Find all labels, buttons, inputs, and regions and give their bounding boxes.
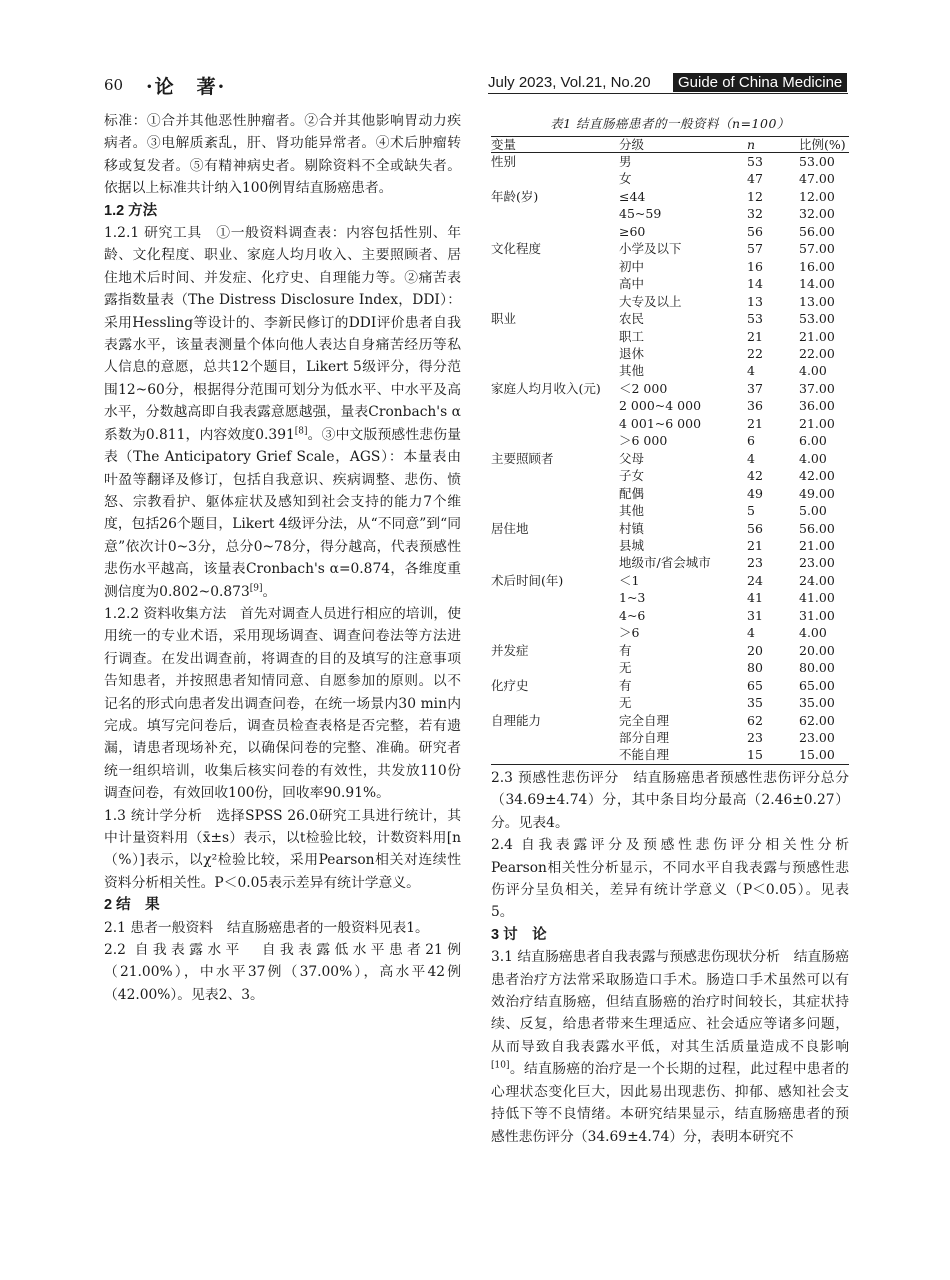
cell-grade: ＞6 000 xyxy=(619,433,668,449)
cell-grade: 县城 xyxy=(619,537,645,553)
table-row xyxy=(491,205,849,222)
tools-text-3: 。 xyxy=(262,583,277,600)
cell-n: 14 xyxy=(747,276,763,292)
cell-grade: ≤44 xyxy=(619,188,646,204)
cell-percent: 36.00 xyxy=(799,398,835,414)
cell-percent: 53.00 xyxy=(799,154,835,169)
tools-text-2: 。③中文版预感性悲伤量表（The Anticipatory Grief Scale，AGS）：本量表由叶盈等翻译及修订，包括自我意识、疾病调整、悲伤、愤怒、宗教看护、躯体症状及感知到社会支持的能力7个维度，包括26个题目，Likert 4级评分法，从“不同意”到“同意”依次计0~3分，总分0~78分，得分越高，代表预感性悲伤水平越高，该量表Cronbach's α=0.874，各维度重测信度为0.802~0.873 xyxy=(104,426,462,600)
cell-n: 56 xyxy=(747,223,763,239)
cell-variable: 性别 xyxy=(491,154,517,169)
table-row xyxy=(491,502,849,519)
table-row xyxy=(491,450,849,467)
table-title: 表1 结直肠癌患者的一般资料（n=100） xyxy=(550,116,790,131)
cell-grade: 男 xyxy=(619,154,632,169)
cell-n: 6 xyxy=(747,433,755,449)
cell-n: 57 xyxy=(747,241,763,257)
table-row xyxy=(491,624,849,641)
cell-variable xyxy=(491,607,619,624)
cell-variable: 家庭人均月收入(元) xyxy=(491,380,601,396)
cell-percent: 21.00 xyxy=(799,328,835,344)
table-row xyxy=(491,607,849,624)
cell-percent: 14.00 xyxy=(799,276,835,292)
paragraph-discussion xyxy=(491,946,849,1148)
cell-n: 42 xyxy=(747,468,763,484)
cell-grade: 不能自理 xyxy=(619,747,670,763)
table-row xyxy=(491,729,849,746)
cell-percent: 56.00 xyxy=(799,520,835,536)
cell-n: 80 xyxy=(747,660,763,676)
paragraph-tools xyxy=(104,222,461,603)
cell-variable: 并发症 xyxy=(491,642,529,658)
table-row xyxy=(491,328,849,345)
general-data-table xyxy=(491,136,849,765)
tools-text-1: 1.2.1 研究工具 ①一般资料调查表：内容包括性别、年龄、文化程度、职业、家庭人均月收入、主要照顾者、居住地术后时间、并发症、化疗史、自理能力等。②痛苦表露指数量表（The Distress Disclosure Index，DDI）：采用Hessling等设计的、李新民修订的DDI评价患者自我表露水平，该量表测量个体向他人表达自身痛苦经历等私人信息的意愿，总共12个题目，Likert 5级评分，得分范围12~60分，根据得分范围可划分为低水平、中水平及高水平，分数越高即自我表露意愿越强，量表Cronbach's α系数为0.811，内容效度0.391 xyxy=(104,225,461,443)
cell-grade: 1~3 xyxy=(619,590,646,606)
cell-variable xyxy=(491,537,619,554)
section-tag: ·论 著· xyxy=(146,76,227,98)
cell-grade: 完全自理 xyxy=(619,712,670,728)
table-row xyxy=(491,240,849,257)
table-row xyxy=(491,293,849,310)
cell-percent: 31.00 xyxy=(799,607,835,623)
cell-grade: 无 xyxy=(619,660,632,676)
cell-grade: 小学及以下 xyxy=(619,241,682,257)
table-header-row xyxy=(491,137,849,153)
cell-percent: 23.00 xyxy=(799,729,835,745)
cell-percent: 6.00 xyxy=(799,433,827,449)
cell-percent: 49.00 xyxy=(799,485,835,501)
table-row xyxy=(491,223,849,240)
table-row xyxy=(491,397,849,414)
cell-percent: 53.00 xyxy=(799,311,835,327)
heading-discussion: 3 讨 论 xyxy=(491,926,547,943)
citation-9: [9] xyxy=(249,582,263,593)
cell-variable xyxy=(491,467,619,484)
cell-variable xyxy=(491,729,619,746)
cell-percent: 21.00 xyxy=(799,537,835,553)
heading-methods: 1.2 方法 xyxy=(104,202,158,219)
header-rule xyxy=(488,93,848,94)
page-number: 60 xyxy=(104,76,124,94)
cell-grade: 部分自理 xyxy=(619,729,670,745)
cell-n: 4 xyxy=(747,363,755,379)
cell-grade: 职工 xyxy=(619,328,645,344)
table-row xyxy=(491,153,849,171)
cell-percent: 21.00 xyxy=(799,415,835,431)
cell-percent: 4.00 xyxy=(799,363,827,379)
cell-variable xyxy=(491,362,619,379)
cell-variable xyxy=(491,170,619,187)
cell-percent: 57.00 xyxy=(799,241,835,257)
paragraph-correlation: 2.4 自我表露评分及预感性悲伤评分相关性分析 Pearson相关性分析显示，不同水平自我表露与预感性悲伤评分呈负相关，差异有统计学意义（P＜0.05）。见表5。 xyxy=(491,837,863,921)
cell-grade: ＜2 000 xyxy=(619,380,668,396)
page-header xyxy=(0,0,950,100)
cell-variable xyxy=(491,554,619,571)
paragraph-general-data: 2.1 患者一般资料 结直肠癌患者的一般资料见表1。 xyxy=(104,919,429,936)
cell-percent: 47.00 xyxy=(799,171,835,187)
cell-grade: 其他 xyxy=(619,503,645,519)
cell-grade: ＞6 xyxy=(619,625,640,641)
cell-variable xyxy=(491,746,619,764)
table-row xyxy=(491,485,849,502)
cell-n: 53 xyxy=(747,154,763,169)
cell-variable xyxy=(491,258,619,275)
cell-grade: 地级市/省会城市 xyxy=(619,555,711,571)
cell-n: 4 xyxy=(747,450,755,466)
cell-variable: 自理能力 xyxy=(491,712,542,728)
cell-variable xyxy=(491,205,619,222)
cell-n: 24 xyxy=(747,572,763,588)
table-row xyxy=(491,467,849,484)
cell-variable xyxy=(491,432,619,449)
cell-grade: 退休 xyxy=(619,345,645,361)
cell-n: 35 xyxy=(747,695,763,711)
table-row xyxy=(491,275,849,292)
cell-n: 62 xyxy=(747,712,763,728)
cell-grade: 无 xyxy=(619,695,632,711)
cell-grade: ＜1 xyxy=(619,572,640,588)
paragraph-grief-score: 2.3 预感性悲伤评分 结直肠癌患者预感性悲伤评分总分（34.69±4.74）分，其中条目均分最高（2.46±0.27）分。见表4。 xyxy=(491,770,849,831)
discussion-text-1: 3.1 结直肠癌患者自我表露与预感悲伤现状分析 结直肠癌患者治疗方法常采取肠造口手术。肠造口手术虽然可以有效治疗结直肠癌，但结直肠癌的治疗时间较长，其症状持续、反复，给患者带来生理适应、社会适应等诸多问题，从而导致自我表露水平低，对其生活质量造成不良影响 xyxy=(491,949,849,1055)
cell-variable: 居住地 xyxy=(491,520,529,536)
table-row xyxy=(491,432,849,449)
cell-grade: 有 xyxy=(619,642,632,658)
journal-name: Guide of China Medicine xyxy=(673,73,847,92)
cell-n: 41 xyxy=(747,590,763,606)
cell-n: 21 xyxy=(747,415,763,431)
table-row xyxy=(491,712,849,729)
table-row xyxy=(491,520,849,537)
cell-grade: 农民 xyxy=(619,311,645,327)
cell-variable xyxy=(491,275,619,292)
cell-variable xyxy=(491,589,619,606)
cell-n: 36 xyxy=(747,398,763,414)
cell-variable xyxy=(491,397,619,414)
cell-n: 23 xyxy=(747,729,763,745)
cell-variable xyxy=(491,694,619,711)
cell-grade: 高中 xyxy=(619,276,645,292)
right-column xyxy=(491,767,863,1148)
table-row xyxy=(491,694,849,711)
cell-grade: 初中 xyxy=(619,258,645,274)
col-header-variable: 变量 xyxy=(491,137,517,152)
cell-variable xyxy=(491,624,619,641)
cell-grade: 45~59 xyxy=(619,206,662,222)
col-header-n: n xyxy=(747,137,756,152)
cell-variable: 文化程度 xyxy=(491,241,542,257)
cell-n: 21 xyxy=(747,537,763,553)
paragraph-self-disclosure: 2.2 自我表露水平 自我表露低水平患者21例（21.00%），中水平37例（37.00%），高水平42例（42.00%）。见表2、3。 xyxy=(104,942,461,1003)
cell-percent: 62.00 xyxy=(799,712,835,728)
cell-percent: 5.00 xyxy=(799,503,827,519)
paragraph-criteria: 标准：①合并其他恶性肿瘤者。②合并其他影响胃动力疾病者。③电解质紊乱，肝、肾功能异常者。④术后肿瘤转移或复发者。⑤有精神病史者。剔除资料不全或缺失者。依据以上标准共计纳入100例胃结直肠癌患者。 xyxy=(104,113,461,197)
cell-grade: 父母 xyxy=(619,450,645,466)
table-row xyxy=(491,170,849,187)
cell-variable xyxy=(491,485,619,502)
cell-n: 65 xyxy=(747,677,763,693)
cell-percent: 15.00 xyxy=(799,747,835,763)
cell-n: 22 xyxy=(747,345,763,361)
heading-results: 2 结 果 xyxy=(104,897,160,914)
discussion-text-2: 。结直肠癌的治疗是一个长期的过程，此过程中患者的心理状态变化巨大，因此易出现悲伤、抑郁、感知社会支持低下等不良情绪。本研究结果显示，结直肠癌患者的预感性悲伤评分（34.69±4.74）分，表明本研究不 xyxy=(491,1061,849,1145)
cell-percent: 42.00 xyxy=(799,468,835,484)
table-row xyxy=(491,345,849,362)
paragraph-data-collection: 1.2.2 资料收集方法 首先对调查人员进行相应的培训，使用统一的专业术语，采用现场调查、调查问卷法等方法进行调查。在发出调查前，将调查的目的及填写的注意事项告知患者，并按照患者知情同意、自愿参加的原则。以不记名的形式向患者发出调查问卷，在统一场景内30 min内完成。填写完问卷后，调查员检查表格是否完整，若有遗漏，请患者现场补充，以确保问卷的完整、准确。研究者统一组织培训，收集后核实问卷的有效性，共发放110份调查问卷，有效回收100份，回收率90.91%。 xyxy=(104,605,461,802)
table-row xyxy=(491,659,849,676)
cell-variable: 术后时间(年) xyxy=(491,572,564,588)
left-column xyxy=(104,110,461,1006)
cell-grade: 大专及以上 xyxy=(619,293,682,309)
cell-n: 56 xyxy=(747,520,763,536)
table-row xyxy=(491,537,849,554)
cell-percent: 4.00 xyxy=(799,625,827,641)
cell-grade: 村镇 xyxy=(619,520,645,536)
table-row xyxy=(491,554,849,571)
cell-percent: 22.00 xyxy=(799,345,835,361)
cell-percent: 20.00 xyxy=(799,642,835,658)
cell-n: 37 xyxy=(747,380,763,396)
cell-n: 23 xyxy=(747,555,763,571)
table-body xyxy=(491,153,849,765)
cell-percent: 16.00 xyxy=(799,258,835,274)
cell-grade: 2 000~4 000 xyxy=(619,398,702,414)
cell-variable: 年龄(岁) xyxy=(491,188,539,204)
cell-variable: 主要照顾者 xyxy=(491,450,554,466)
table-row xyxy=(491,589,849,606)
table-row xyxy=(491,380,849,397)
journal-date: July 2023, Vol.21, No.20 xyxy=(488,74,651,91)
col-header-percent: 比例(%) xyxy=(799,137,846,152)
table-row xyxy=(491,572,849,589)
cell-percent: 4.00 xyxy=(799,450,827,466)
cell-n: 5 xyxy=(747,503,755,519)
cell-percent: 41.00 xyxy=(799,590,835,606)
table-row xyxy=(491,362,849,379)
table-row xyxy=(491,642,849,659)
col-header-grade: 分级 xyxy=(619,137,645,152)
cell-n: 16 xyxy=(747,258,763,274)
cell-grade: 有 xyxy=(619,677,632,693)
cell-percent: 65.00 xyxy=(799,677,835,693)
cell-n: 20 xyxy=(747,642,763,658)
cell-grade: 4 001~6 000 xyxy=(619,415,702,431)
cell-percent: 32.00 xyxy=(799,206,835,222)
cell-variable xyxy=(491,223,619,240)
citation-10: [10] xyxy=(491,1060,510,1071)
cell-n: 13 xyxy=(747,293,763,309)
cell-variable xyxy=(491,502,619,519)
cell-grade: 其他 xyxy=(619,363,645,379)
citation-8: [8] xyxy=(294,426,308,437)
table-row xyxy=(491,310,849,327)
cell-percent: 23.00 xyxy=(799,555,835,571)
cell-variable: 职业 xyxy=(491,311,517,327)
cell-n: 21 xyxy=(747,328,763,344)
cell-variable xyxy=(491,659,619,676)
cell-variable xyxy=(491,415,619,432)
cell-n: 4 xyxy=(747,625,755,641)
table-row xyxy=(491,746,849,764)
cell-n: 49 xyxy=(747,485,763,501)
cell-percent: 35.00 xyxy=(799,695,835,711)
paragraph-statistics: 1.3 统计学分析 选择SPSS 26.0研究工具进行统计，其中计量资料用（x̄±s）表示，以t检验比较，计数资料用[n（%）]表示，以χ²检验比较，采用Pearson相关对连续性资料分析相关性。P＜0.05表示差异有统计学意义。 xyxy=(104,807,461,891)
cell-grade: 4~6 xyxy=(619,607,646,623)
cell-percent: 56.00 xyxy=(799,223,835,239)
cell-percent: 13.00 xyxy=(799,293,835,309)
cell-n: 47 xyxy=(747,171,763,187)
cell-variable xyxy=(491,328,619,345)
cell-percent: 24.00 xyxy=(799,572,835,588)
table-row xyxy=(491,415,849,432)
cell-grade: 子女 xyxy=(619,468,645,484)
cell-n: 12 xyxy=(747,188,763,204)
cell-grade: 配偶 xyxy=(619,485,645,501)
cell-percent: 80.00 xyxy=(799,660,835,676)
cell-n: 53 xyxy=(747,311,763,327)
table-row xyxy=(491,188,849,205)
cell-n: 15 xyxy=(747,747,763,763)
cell-grade: 女 xyxy=(619,171,632,187)
cell-n: 31 xyxy=(747,607,763,623)
table-row xyxy=(491,258,849,275)
cell-variable xyxy=(491,293,619,310)
table-1 xyxy=(491,114,849,765)
table-row xyxy=(491,677,849,694)
cell-percent: 37.00 xyxy=(799,380,835,396)
cell-variable: 化疗史 xyxy=(491,677,529,693)
cell-n: 32 xyxy=(747,206,763,222)
cell-variable xyxy=(491,345,619,362)
cell-grade: ≥60 xyxy=(619,223,646,239)
cell-percent: 12.00 xyxy=(799,188,835,204)
